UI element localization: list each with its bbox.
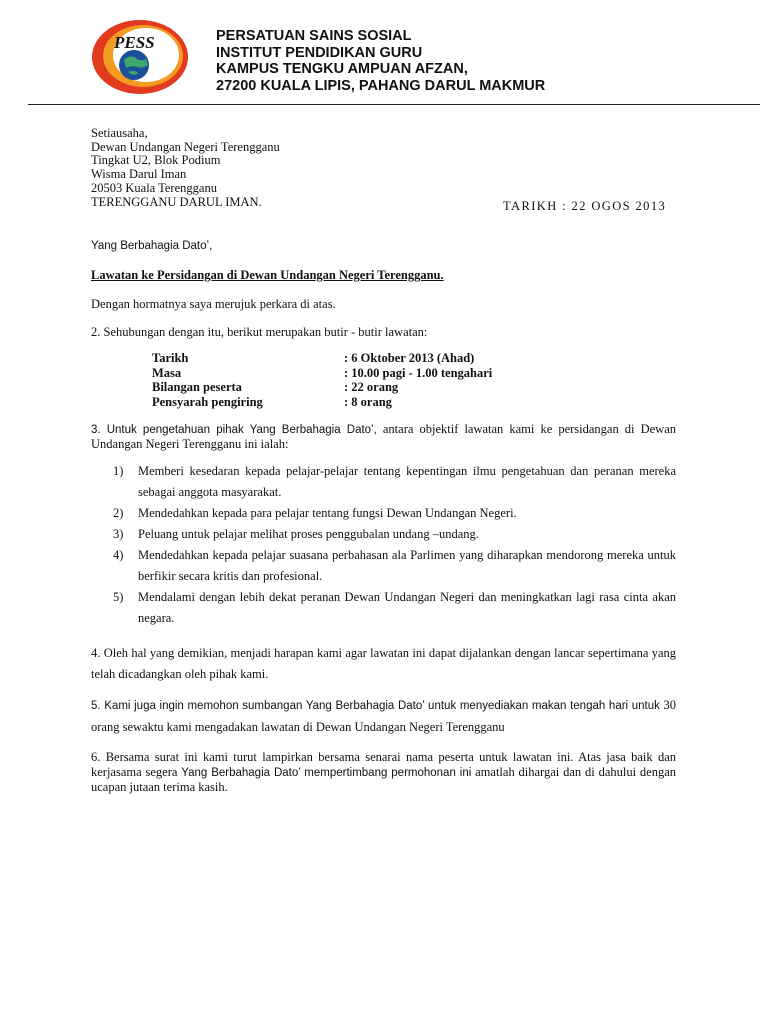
list-number: 5) (113, 590, 124, 604)
detail-value: : 22 orang (344, 380, 399, 395)
paragraph-5-intro: 5. Kami juga ingin memohon sumbangan Yang Berbahagia Dato’ untuk menyediakan makan tengah hari untuk (91, 700, 660, 712)
address-line: Setiausaha, (91, 126, 148, 140)
detail-label: Masa (152, 365, 182, 380)
list-text: Mendalami dengan lebih dekat peranan Dewan Undangan Negeri dan meningkatkan lagi rasa cinta akan negara. (138, 590, 676, 625)
list-number: 2) (113, 506, 124, 520)
list-item (91, 545, 676, 587)
address-line: Tingkat U2, Blok Podium (91, 153, 221, 168)
list-text: Memberi kesedaran kepada pelajar-pelajar tentang kepentingan ilmu pengetahuan dan peranan mereka sebagai anggota masyarakat. (138, 464, 676, 499)
address-line: Dewan Undangan Negeri Terengganu (91, 139, 280, 154)
objectives-list (91, 461, 676, 629)
detail-label: Bilangan peserta (152, 380, 242, 395)
list-text: Mendedahkan kepada para pelajar tentang fungsi Dewan Undangan Negeri. (138, 506, 517, 520)
address-line: TERENGGANU DARUL IMAN. (91, 194, 262, 209)
list-text: Mendedahkan kepada pelajar suasana perbahasan ala Parlimen yang diharapkan mendorong mereka untuk berfikir secara kritis dan profesional. (138, 548, 676, 583)
list-number: 1) (113, 464, 124, 478)
org-line: 27200 KUALA LIPIS, PAHANG DARUL MAKMUR (216, 77, 546, 94)
letter-date: TARIKH : 22 OGOS 2013 (503, 199, 667, 213)
detail-value: : 6 Oktober 2013 (Ahad) (344, 351, 475, 365)
list-number: 3) (113, 527, 124, 541)
salutation: Yang Berbahagia Dato’, (91, 240, 213, 252)
paragraph-5 (91, 695, 676, 738)
paragraph-3-intro: 3. Untuk pengetahuan pihak Yang Berbahagia Dato’, (91, 424, 377, 436)
address-line: 20503 Kuala Terengganu (91, 180, 217, 195)
org-line: PERSATUAN SAINS SOSIAL (216, 28, 412, 44)
paragraph-2: 2. Sehubungan dengan itu, berikut merupakan butir - butir lawatan: (91, 325, 428, 339)
paragraph-3 (91, 422, 676, 451)
org-line: KAMPUS TENGKU AMPUAN AFZAN, (216, 61, 468, 77)
address-line: Wisma Darul Iman (91, 167, 187, 182)
paragraph-6 (91, 750, 676, 795)
paragraph-4: 4. Oleh hal yang demikian, menjadi harapan kami agar lawatan ini dapat dijalankan dengan lancar sepertimana yang telah dicadangkan oleh pihak kami. (91, 646, 676, 681)
paragraph-3-body: antara objektif lawatan kami ke persidangan di Dewan Undangan Negeri Terengganu ini ialah: (91, 422, 676, 451)
detail-value: : 10.00 pagi - 1.00 tengahari (344, 365, 493, 380)
letter-subject: Lawatan ke Persidangan di Dewan Undangan Negeri Terengganu. (91, 268, 444, 282)
list-text: Peluang untuk pelajar melihat proses penggubalan undang –undang. (138, 527, 479, 541)
list-item (91, 461, 676, 503)
paragraph-5-body: 30 orang sewaktu kami mengadakan lawatan di Dewan Undangan Negeri Terengganu (91, 698, 676, 734)
list-number: 4) (113, 548, 124, 562)
logo-text: PESS (114, 33, 155, 52)
paragraph-1: Dengan hormatnya saya merujuk perkara di atas. (91, 297, 336, 311)
list-item (91, 524, 676, 545)
pess-logo (90, 18, 190, 96)
detail-label: Tarikh (152, 351, 189, 365)
header-divider (28, 104, 760, 105)
paragraph-6-middle: Yang Berbahagia Dato’ mempertimbang permohonan ini (181, 766, 472, 779)
recipient-address (91, 127, 280, 209)
detail-label: Pensyarah pengiring (152, 394, 263, 409)
organisation-header (216, 28, 545, 94)
org-line: INSTITUT PENDIDIKAN GURU (216, 44, 423, 61)
paragraph-6-end: amatlah dihargai dan di dahului dengan ucapan jutaan terima kasih. (91, 764, 676, 794)
list-item (91, 587, 676, 629)
list-item (91, 503, 676, 524)
paragraph-6-start: 6. Bersama surat ini kami turut lampirkan bersama senarai nama peserta untuk lawatan ini. Atas jasa baik dan kerjasama segera (91, 750, 676, 779)
detail-value: : 8 orang (344, 394, 392, 409)
